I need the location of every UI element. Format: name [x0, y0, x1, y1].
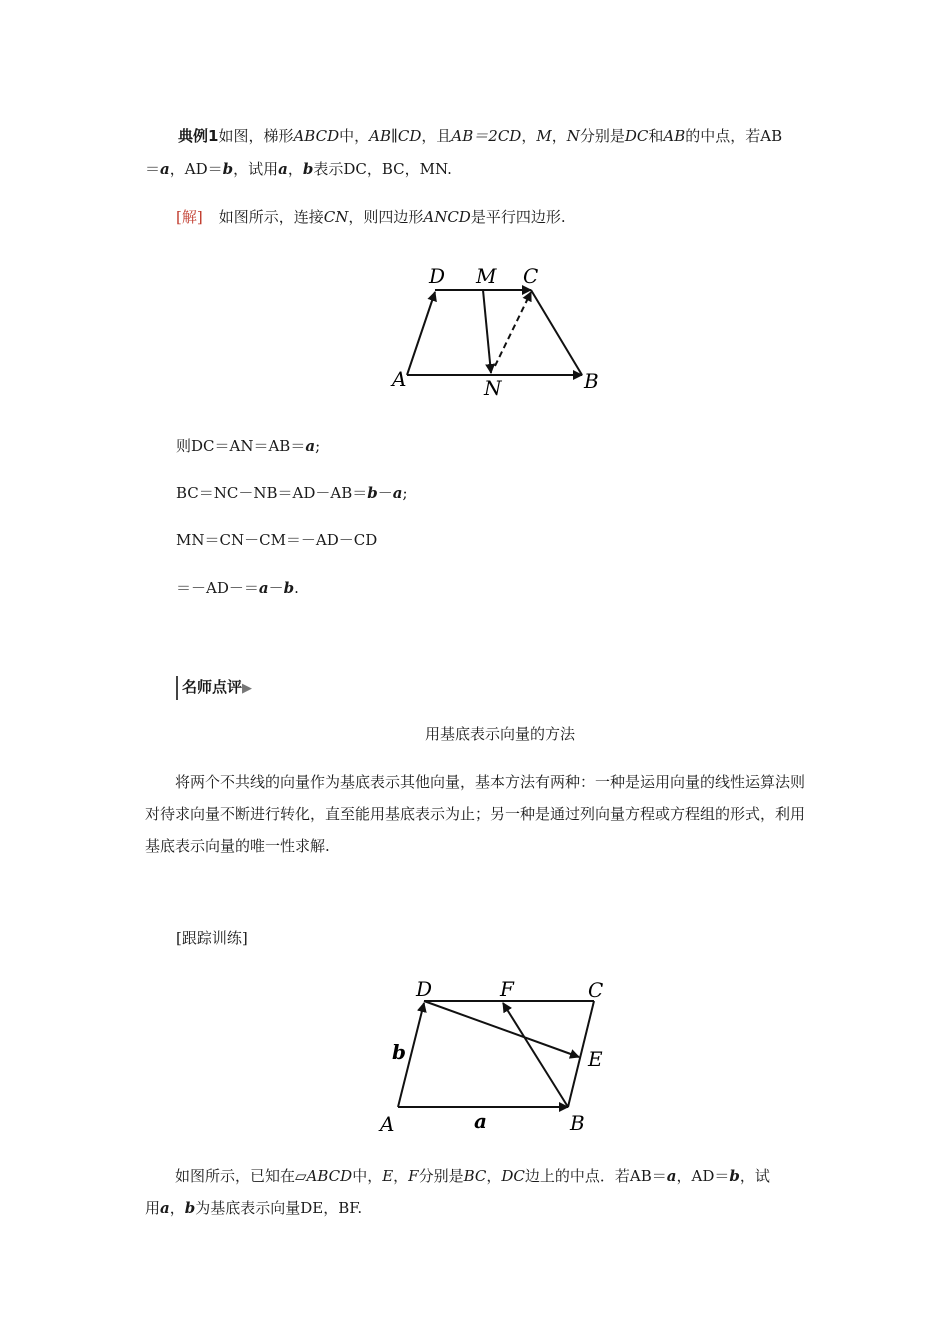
vector-a: a: [666, 1167, 677, 1185]
text: AB: [663, 127, 686, 145]
text: ，: [551, 127, 567, 145]
text: 如图所示，连接: [218, 208, 324, 226]
text: 中，: [352, 1167, 383, 1185]
text: CN: [323, 208, 349, 226]
review-title: 用基底表示向量的方法: [424, 725, 575, 743]
text: ，: [486, 1167, 502, 1185]
segment-cb: [531, 290, 582, 375]
example-line-1: [145, 120, 810, 152]
text: 中，: [339, 127, 370, 145]
vector-mn: [483, 290, 491, 373]
text: DC: [624, 127, 649, 145]
text: ;: [402, 484, 408, 502]
text: 分别是: [579, 127, 625, 145]
label-e: E: [588, 1047, 603, 1071]
vector-b: b: [222, 160, 234, 178]
label-a: A: [380, 1112, 395, 1136]
vector-b: b: [184, 1199, 196, 1217]
vector-b: b: [367, 484, 378, 502]
triangle-right-icon: ▶: [242, 681, 253, 696]
label-b: B: [570, 1111, 585, 1135]
vector-a: a: [160, 1199, 170, 1217]
text: ;: [315, 437, 321, 455]
text: ANCD: [423, 208, 471, 226]
text: ，AD＝: [169, 160, 223, 178]
equation-3: [176, 524, 841, 556]
practice-line-2: [145, 1192, 810, 1224]
vector-b: b: [302, 160, 314, 178]
equation-4: [176, 572, 841, 604]
text: 是平行四边形.: [470, 208, 566, 226]
text: ，试: [739, 1167, 770, 1185]
example-tag: 典例1: [178, 127, 219, 145]
solution-line: [176, 201, 841, 233]
vector-b: b: [729, 1167, 740, 1185]
text: ，AD＝: [676, 1167, 730, 1185]
text: ，: [521, 127, 537, 145]
vector-a: a: [392, 484, 403, 502]
text: ABCD: [306, 1167, 353, 1185]
parallelogram-figure: [370, 975, 620, 1140]
text: 用: [145, 1199, 161, 1217]
label-vector-a: a: [474, 1109, 487, 1133]
label-n: N: [484, 376, 502, 400]
vector-a: a: [305, 437, 316, 455]
label-f: F: [500, 977, 514, 1001]
vector-b: b: [283, 579, 295, 597]
text: ，试用: [233, 160, 279, 178]
text: 为基底表示向量DE，BF.: [195, 1199, 363, 1217]
vector-de: [424, 1001, 579, 1057]
text: DC: [501, 1167, 525, 1185]
label-d: D: [416, 977, 433, 1001]
text: 的中点，若AB: [685, 127, 783, 145]
equation-1: [176, 430, 841, 462]
text: 则DC＝AN＝AB＝: [176, 437, 306, 455]
text: －: [268, 579, 284, 597]
label-a: A: [392, 367, 407, 391]
text: N: [566, 127, 580, 145]
label-c: C: [523, 264, 539, 288]
label-m: M: [476, 264, 497, 288]
review-heading-text: 名师点评: [182, 678, 243, 696]
text: .: [294, 579, 299, 597]
text: ，且: [421, 127, 452, 145]
text: ，: [393, 1167, 409, 1185]
review-body: 将两个不共线的向量作为基底表示其他向量，基本方法有两种：一种是运用向量的线性运算法则对待求向量不断进行转化，直至能用基底表示为止；另一种是通过列向量方程或方程组的形式，利用基底表示向量的唯一性求解.: [145, 773, 806, 855]
practice-tag: [跟踪训练]: [176, 929, 248, 947]
text: 表示DC，BC，MN.: [313, 160, 452, 178]
text: M: [536, 127, 552, 145]
text: ，: [287, 160, 303, 178]
text: ABCD: [293, 127, 340, 145]
text: E: [382, 1167, 394, 1185]
text: 和: [648, 127, 664, 145]
text: 分别是: [418, 1167, 464, 1185]
equation-2: [176, 477, 841, 509]
text: ，则四边形: [348, 208, 424, 226]
label-d: D: [429, 264, 446, 288]
text: 如图所示，已知在▱: [175, 1167, 307, 1185]
vector-nc: [495, 292, 531, 366]
text: 如图，梯形: [218, 127, 294, 145]
vector-ad: [407, 292, 435, 375]
text: ＝: [145, 160, 161, 178]
vector-a: a: [160, 160, 170, 178]
label-c: C: [588, 978, 604, 1002]
vector-bf: [503, 1003, 568, 1107]
practice-line-1: [145, 1160, 810, 1192]
vector-a: a: [258, 579, 269, 597]
text: BC: [463, 1167, 487, 1185]
text: ＝－AD－＝: [176, 579, 259, 597]
text: 边上的中点．若AB＝: [524, 1167, 667, 1185]
solution-tag: [解]: [176, 208, 203, 226]
text: AB∥CD: [369, 127, 422, 145]
text: AB＝2CD: [451, 127, 522, 145]
text: －: [377, 484, 393, 502]
trapezoid-figure: [385, 258, 615, 400]
text: BC＝NC－NB＝AD－AB＝: [176, 484, 368, 502]
text: ，: [169, 1199, 185, 1217]
label-b: B: [584, 369, 599, 393]
review-heading: [176, 676, 252, 700]
text: MN＝CN－CM＝－AD－CD: [176, 531, 378, 549]
vector-a: a: [278, 160, 288, 178]
text: F: [408, 1167, 419, 1185]
label-vector-b: b: [392, 1040, 406, 1064]
example-line-2: [145, 153, 810, 185]
